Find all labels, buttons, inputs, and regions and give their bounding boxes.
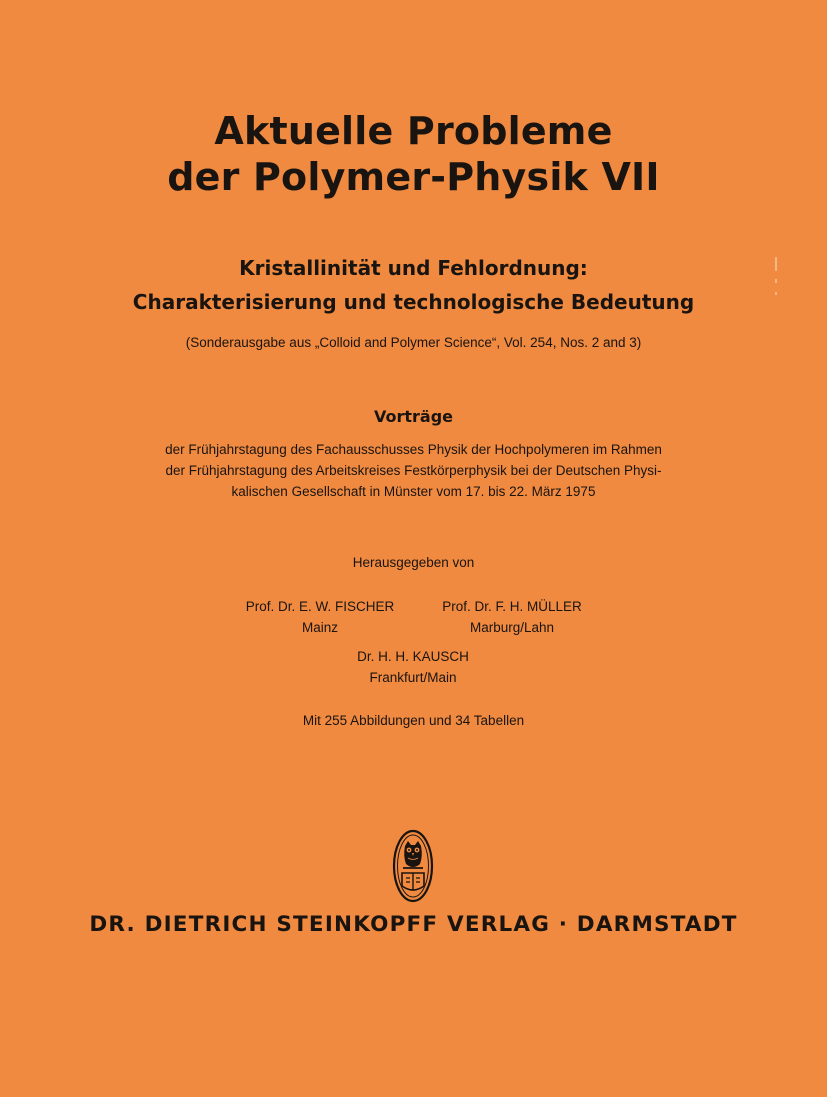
- editor-place: Mainz: [301, 620, 338, 635]
- edge-mark: [775, 257, 777, 271]
- special-edition-note: (Sonderausgabe aus „Colloid and Polymer Science“, Vol. 254, Nos. 2 and 3): [185, 335, 642, 350]
- editors-intro: Herausgegeben von: [352, 555, 475, 570]
- editor-name: Dr. H. H. KAUSCH: [357, 649, 469, 664]
- edge-mark: [775, 292, 777, 295]
- book-subtitle-line-1: Kristallinität und Fehlordnung:: [239, 256, 588, 280]
- editor-name: Prof. Dr. F. H. MÜLLER: [442, 599, 582, 614]
- editor-mueller: [422, 596, 602, 638]
- publisher-name: DR. DIETRICH STEINKOPFF VERLAG · DARMSTADT: [89, 912, 738, 937]
- editor-fischer: [230, 596, 410, 638]
- editor-name: Prof. Dr. E. W. FISCHER: [245, 599, 395, 614]
- editor-kausch: [323, 646, 503, 688]
- lectures-line-1: der Frühjahrstagung des Fachausschusses Physik der Hochpolymeren im Rahmen: [165, 442, 662, 457]
- editor-place: Frankfurt/Main: [369, 670, 457, 685]
- illustrations-note: Mit 255 Abbildungen und 34 Tabellen: [302, 713, 525, 728]
- lectures-heading: Vorträge: [373, 407, 454, 426]
- lectures-line-2: der Frühjahrstagung des Arbeitskreises Festkörperphysik bei der Deutschen Physi-: [165, 463, 662, 478]
- lectures-description: [0, 439, 827, 502]
- book-subtitle: [0, 251, 827, 319]
- editor-place: Marburg/Lahn: [469, 620, 555, 635]
- owl-emblem-icon: [391, 828, 435, 904]
- book-subtitle-line-2: Charakterisierung und technologische Bedeutung: [132, 290, 695, 314]
- book-title-line-2: der Polymer-Physik VII: [167, 155, 660, 199]
- lectures-line-3: kalischen Gesellschaft in Münster vom 17. bis 22. März 1975: [231, 484, 596, 499]
- book-title: [0, 108, 827, 200]
- book-title-line-1: Aktuelle Probleme: [214, 109, 613, 153]
- edge-mark: [775, 279, 777, 283]
